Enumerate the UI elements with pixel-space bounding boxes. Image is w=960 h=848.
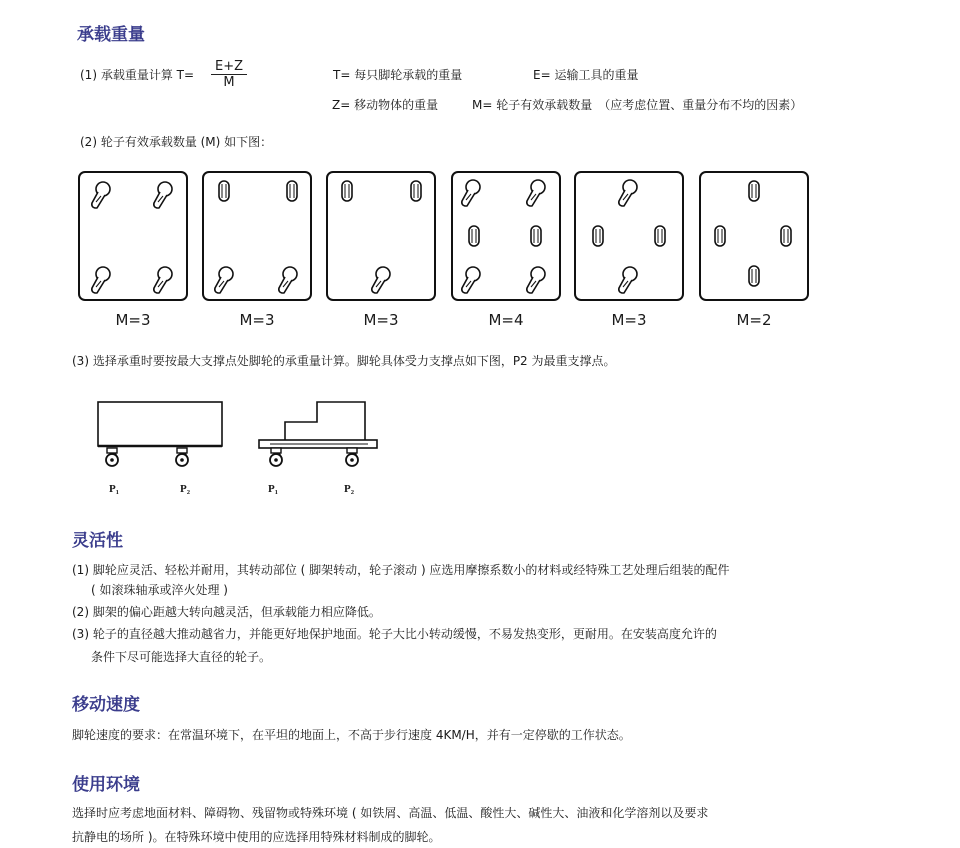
env-line-1: 选择时应考虑地面材料、障碍物、残留物或特殊环境 ( 如铁屑、高温、低温、酸性大、碱性大、油液和化学溶剂以及要求 [72, 806, 709, 820]
def-E: E= 运输工具的重量 [533, 68, 639, 82]
config-box-2 [203, 172, 311, 300]
caster-config-diagrams [0, 0, 960, 320]
speed-text: 脚轮速度的要求：在常温环境下，在平坦的地面上，不高于步行速度 4KM/H，并有一定停歇的工作状态。 [72, 728, 631, 742]
config-box-4 [452, 172, 560, 300]
config-label-4: M=4 [488, 311, 524, 329]
cart-diagram-1 [98, 402, 222, 466]
config-label-6: M=2 [736, 311, 772, 329]
config-box-6 [700, 172, 808, 300]
support-label-p1-b: P₁ [268, 483, 279, 495]
config-label-5: M=3 [611, 311, 647, 329]
section-heading-env: 使用环境 [72, 775, 140, 795]
section-heading-flex: 灵活性 [72, 531, 123, 551]
item-2-text: (2) 轮子有效承载数量 (M) 如下图： [80, 135, 273, 149]
flex-line-5: 条件下尽可能选择大直径的轮子。 [91, 650, 272, 664]
def-T: T= 每只脚轮承载的重量 [333, 68, 463, 82]
config-box-1 [79, 172, 187, 300]
config-box-5 [575, 172, 683, 300]
support-label-p2-b: P₂ [344, 483, 355, 495]
flex-line-1: (1) 脚轮应灵活、轻松并耐用，其转动部位 ( 脚架转动，轮子滚动 ) 应选用摩擦系数小的材料或经特殊工艺处理后组装的配件 [72, 563, 730, 577]
config-label-2: M=3 [239, 311, 275, 329]
def-M: M= 轮子有效承载数量 （应考虑位置、重量分布不均的因素） [472, 98, 803, 112]
def-Z: Z= 移动物体的重量 [332, 98, 439, 112]
fraction-denominator: M [223, 75, 235, 90]
section-heading-speed: 移动速度 [72, 695, 140, 715]
cart-diagram-2 [259, 402, 377, 466]
config-label-3: M=3 [363, 311, 399, 329]
env-line-2: 抗静电的场所 )。在特殊环境中使用的应选择用特殊材料制成的脚轮。 [72, 830, 441, 844]
flex-line-2: ( 如滚珠轴承或淬火处理 ) [91, 583, 228, 597]
support-label-p2-a: P₂ [180, 483, 191, 495]
flex-line-4: (3) 轮子的直径越大推动越省力，并能更好地保护地面。轮子大比小转动缓慢，不易发热变形，更耐用。在安装高度允许的 [72, 627, 717, 641]
config-box-3 [327, 172, 435, 300]
support-label-p1-a: P₁ [109, 483, 120, 495]
section-heading-load: 承载重量 [77, 25, 145, 45]
item-3-text: (3) 选择承重时要按最大支撑点处脚轮的承重量计算。脚轮具体受力支撑点如下图，P2 为最重支撑点。 [72, 354, 616, 368]
config-label-1: M=3 [115, 311, 151, 329]
load-formula-prefix: (1) 承载重量计算 T= [80, 68, 195, 82]
fraction-numerator: E+Z [211, 59, 247, 75]
flex-line-3: (2) 脚架的偏心距越大转向越灵活，但承载能力相应降低。 [72, 605, 381, 619]
